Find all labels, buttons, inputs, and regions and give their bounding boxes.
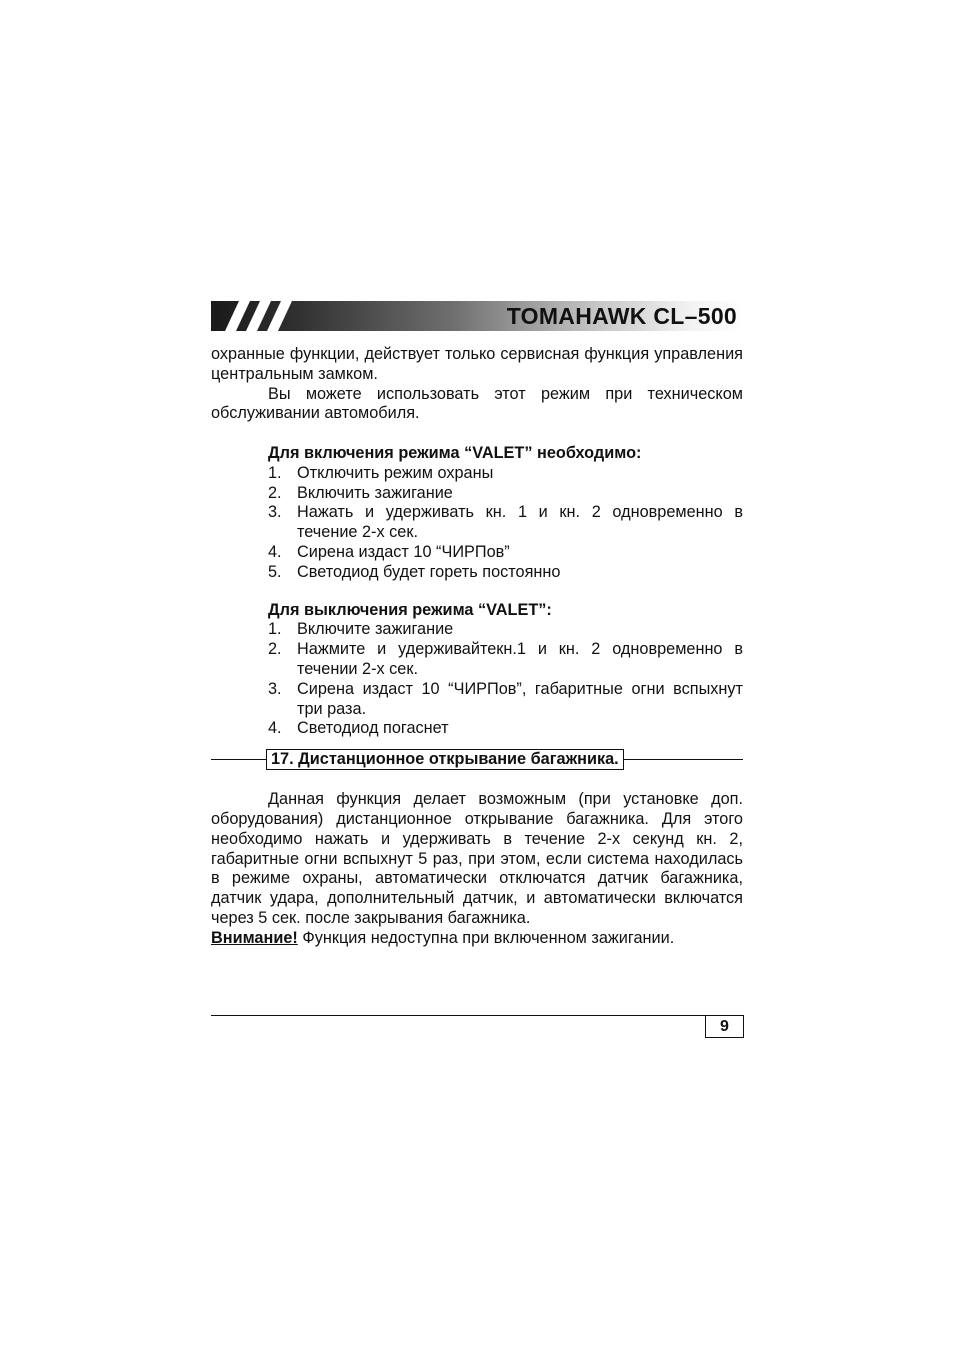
list-item xyxy=(268,543,743,563)
list-item xyxy=(268,484,743,504)
step-number: 4. xyxy=(268,719,282,738)
main-content xyxy=(211,345,743,949)
step-text: Сирена издаст 10 “ЧИРПов” xyxy=(297,542,510,561)
page-number: 9 xyxy=(705,1015,744,1038)
footer-divider xyxy=(211,1015,743,1016)
warning-line xyxy=(211,929,743,949)
step-text: Отключить режим охраны xyxy=(297,463,494,482)
valet-on-steps xyxy=(211,464,743,583)
step-text: Включить зажигание xyxy=(297,483,453,502)
warning-label: Внимание! xyxy=(211,928,298,947)
step-text: Светодиод погаснет xyxy=(297,719,449,738)
page-header xyxy=(211,301,743,331)
section-17-body: Данная функция делает возможным (при установке доп. оборудования) дистанционное открывание багажника. Для этого необходимо нажать и удерживать в течение 2-х секунд кн. 2, габаритные огни вспыхнут 5 раз, при этом, если система находилась в режиме охраны, автоматически отключатся датчик багажника, датчик удара, дополнительный датчик, и автоматически включатся через 5 сек. после закрывания багажника. xyxy=(211,790,743,927)
warning-text: Функция недоступна при включенном зажигании. xyxy=(297,928,675,947)
section-17-title: 17. Дистанционное открывание багажника. xyxy=(266,749,624,770)
list-item xyxy=(268,563,743,583)
list-item xyxy=(268,464,743,484)
header-stripes-logo xyxy=(211,301,311,331)
step-number: 1. xyxy=(268,620,282,639)
intro-paragraph-2: Вы можете использовать этот режим при техническом обслуживании автомобиля. xyxy=(211,384,743,423)
step-number: 1. xyxy=(268,463,282,482)
step-text: Нажать и удерживать кн. 1 и кн. 2 одновременно в течение 2-х сек. xyxy=(297,503,743,542)
step-text: Сирена издаст 10 “ЧИРПов”, габаритные огни вспыхнут три раза. xyxy=(297,679,743,718)
section-17-heading-row xyxy=(211,749,743,770)
intro-paragraph-1: охранные функции, действует только сервисная функция управления центральным замком. xyxy=(211,345,743,383)
step-text: Включите зажигание xyxy=(297,620,454,639)
step-number: 2. xyxy=(268,640,282,659)
brand-title: TOMAHAWK CL–500 xyxy=(506,303,737,329)
valet-off-steps xyxy=(211,620,743,739)
valet-on-heading: Для включения режима “VALET” необходимо: xyxy=(268,443,642,462)
list-item xyxy=(268,503,743,543)
list-item xyxy=(268,640,743,680)
step-number: 3. xyxy=(268,679,282,698)
step-text: Нажмите и удерживайтекн.1 и кн. 2 одновременно в течении 2-х сек. xyxy=(297,640,743,678)
step-number: 2. xyxy=(268,483,282,502)
step-number: 5. xyxy=(268,562,282,581)
list-item xyxy=(268,680,743,720)
step-text: Светодиод будет гореть постоянно xyxy=(297,562,561,581)
list-item xyxy=(268,620,743,640)
step-number: 3. xyxy=(268,503,282,522)
valet-off-heading: Для выключения режима “VALET”: xyxy=(268,600,552,619)
list-item xyxy=(268,719,743,739)
step-number: 4. xyxy=(268,542,282,561)
